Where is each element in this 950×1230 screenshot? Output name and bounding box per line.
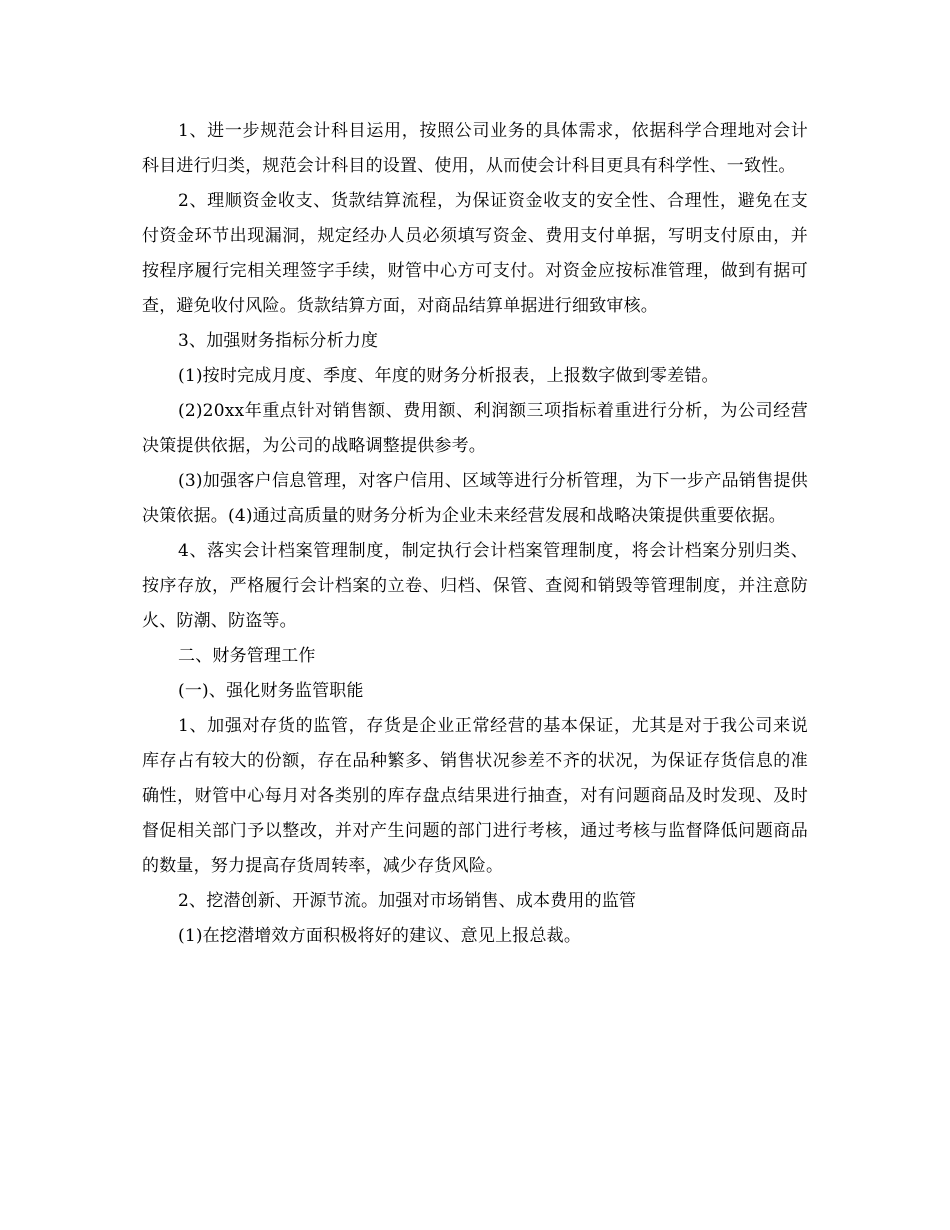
subsection-heading-1: (一)、强化财务监管职能 — [178, 681, 364, 701]
paragraph-2: 2、理顺资金收支、货款结算流程，为保证资金收支的安全性、合理性，避免在支付资金环节出现漏洞，规定经办人员必须填写资金、费用支付单据，写明支付原由，并按程序履行完相关理签字手续，财管中心方可支付。对资金应按标准管理，做到有据可查，避免收付风险。货款结算方面，对商品结算单据进行细致审核。 — [142, 191, 808, 316]
paragraph-3: 3、加强财务指标分析力度 — [178, 331, 379, 351]
paragraph-1: 1、进一步规范会计科目运用，按照公司业务的具体需求，依据科学合理地对会计科目进行归类，规范会计科目的设置、使用，从而使会计科目更具有科学性、一致性。 — [142, 121, 808, 176]
section-heading-2: 二、财务管理工作 — [178, 646, 316, 666]
paragraph-4: (1)按时完成月度、季度、年度的财务分析报表，上报数字做到零差错。 — [178, 366, 719, 386]
document-body — [142, 114, 808, 954]
paragraph-5: (2)20xx年重点针对销售额、费用额、利润额三项指标着重进行分析，为公司经营决策提供依据，为公司的战略调整提供参考。 — [142, 401, 808, 456]
paragraph-6: (3)加强客户信息管理，对客户信用、区域等进行分析管理，为下一步产品销售提供决策依据。(4)通过高质量的财务分析为企业未来经营发展和战略决策提供重要依据。 — [142, 471, 808, 526]
paragraph-8: 1、加强对存货的监管，存货是企业正常经营的基本保证，尤其是对于我公司来说库存占有较大的份额，存在品种繁多、销售状况参差不齐的状况，为保证存货信息的准确性，财管中心每月对各类别的库存盘点结果进行抽查，对有问题商品及时发现、及时督促相关部门予以整改，并对产生问题的部门进行考核，通过考核与监督降低问题商品的数量，努力提高存货周转率，减少存货风险。 — [142, 716, 808, 876]
paragraph-10: (1)在挖潜增效方面积极将好的建议、意见上报总裁。 — [178, 926, 582, 946]
paragraph-7: 4、落实会计档案管理制度，制定执行会计档案管理制度，将会计档案分别归类、按序存放，严格履行会计档案的立卷、归档、保管、查阅和销毁等管理制度，并注意防火、防潮、防盗等。 — [142, 541, 808, 631]
paragraph-9: 2、挖潜创新、开源节流。加强对市场销售、成本费用的监管 — [178, 891, 637, 911]
